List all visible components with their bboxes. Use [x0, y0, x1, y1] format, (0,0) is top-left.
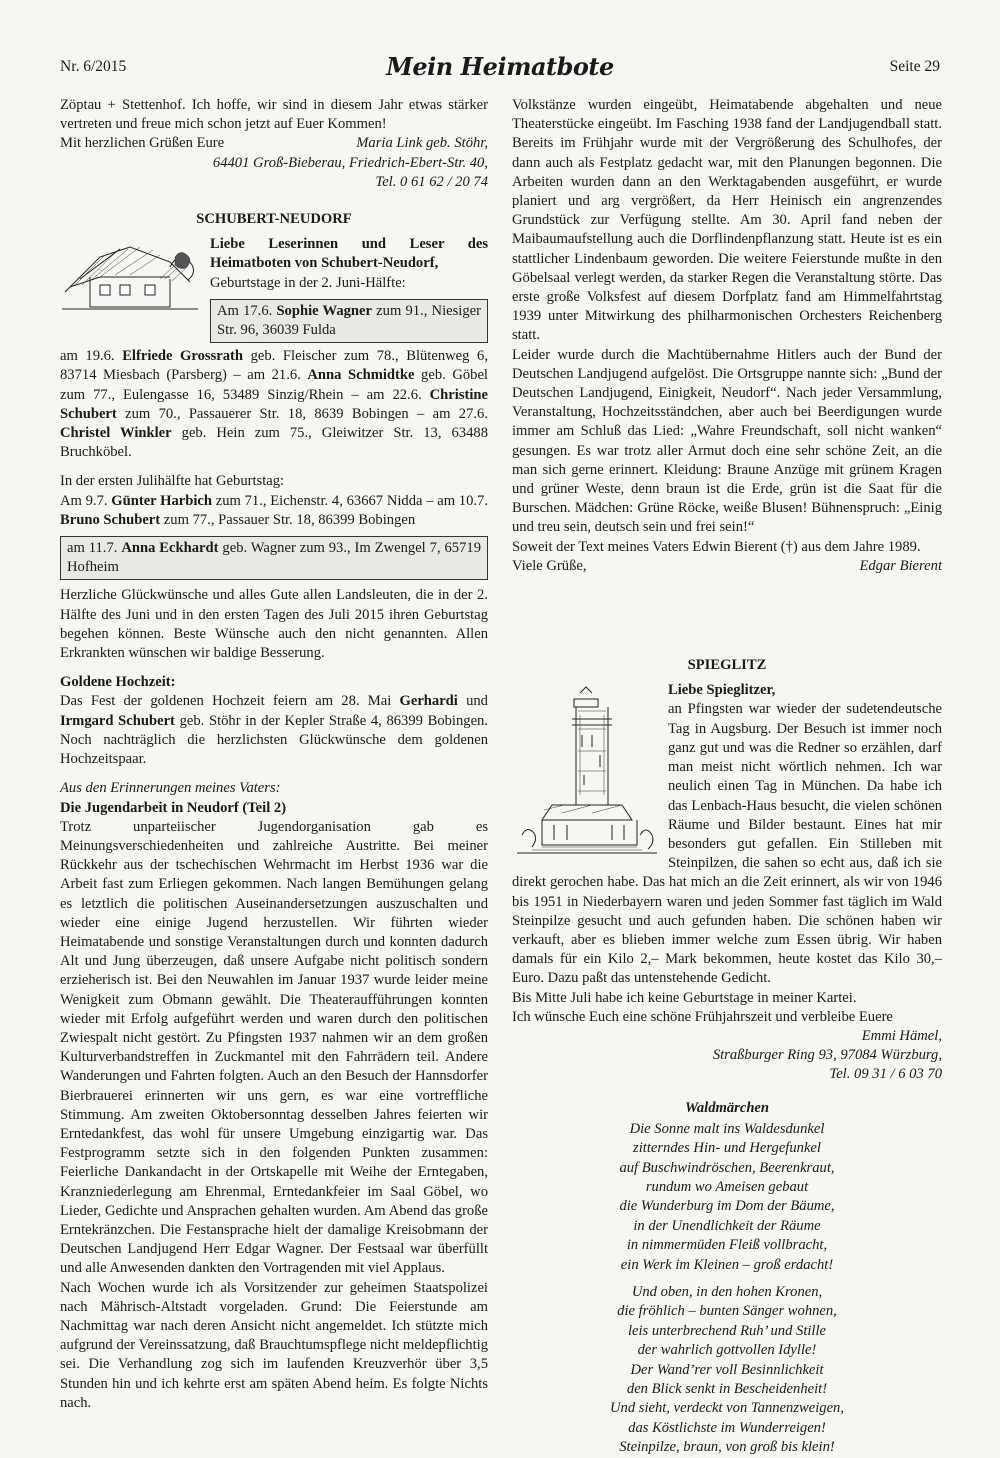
box1-date: Am 17.6.	[217, 302, 277, 319]
poem-line: leis unterbrechend Ruh’ und Stille	[627, 1322, 827, 1339]
poem-line: Und oben, in den hohen Kronen,	[631, 1284, 823, 1300]
signature-haemel-name: Emmi Hämel,	[861, 1027, 942, 1044]
person-name: Christine Schubert	[60, 386, 488, 422]
box2-date: am 11.7.	[67, 540, 122, 557]
signature-name: Edgar Bierent	[859, 557, 942, 574]
schubert-intro-block	[60, 235, 488, 343]
memoir-kicker: Aus den Erinnerungen meines Vaters:	[60, 780, 281, 797]
person-name: Bruno Schubert	[60, 511, 161, 528]
person-name: Günter Harbich	[111, 492, 213, 509]
schubert-subtitle: Geburtstage in der 2. Juni-Hälfte:	[210, 274, 406, 291]
memoir-continued-3: Soweit der Text meines Vaters Edwin Bierent (†) aus dem Jahre 1989.	[512, 538, 921, 555]
birthday-july-heading: In der ersten Julihälfte hat Geburtstag:	[60, 473, 285, 490]
poem-line: in nimmermüden Fleiß vollbracht,	[626, 1237, 828, 1254]
poem-line: die Wunderburg im Dom der Bäume,	[619, 1198, 835, 1215]
poem-line: Und sieht, verdeckt von Tannenzweigen,	[610, 1400, 844, 1417]
memoir-paragraph-1: Trotz unparteiischer Jugendorganisation gab es Meinungsverschiedenheiten und zahlreiche Austritte. Bei meiner Rückkehr aus der tschechischen Wehrmacht im Herbst 1936 war die Arbeit fast zum Erliegen gekommen. Nach langen Bemühungen gelang es letztlich die politischen Auseinandersetzungen auszuschalten und wieder eine einige Jugend herzustellen. Wir führten wieder Heimatabende und sonstige Veranstaltungen durch und konnten dadurch Alt und Jung überzeugen, daß unsere Aufgabe nicht politisch sondern erzieherisch ist. Bei den Neuwahlen im Januar 1937 wurde leider meine Wenigkeit zum Obmann gewählt. Die Theateraufführungen konnten wieder mit Erfolg aufgeführt werden und waren durch den politischen Zwiespalt nicht gestört. Zu Pfingsten 1937 nahmen wir an dem großen Kulturverbandstreffen in Zuckmantel mit den Fahrrädern teil. Andere Wanderungen und Fahrten folgten. Auch an den Besuch der Hannsdorfer Bierbrauerei erinnerten wir uns gern, es war eine vortreffliche Stimmung. Am zweiten Oktobersonntag desselben Jahres feierten wir Erntedankfest, das wohl für unsere Umgebung einzigartig war. Das Festprogramm setzte sich in den folgenden Punkten zusammen: Feierliche Dankandacht in der Ortskapelle mit Weihe der Erntegaben, Kranzniederlegung am Ehrenmal, Erntedankfeier im Saal Göbel, wo Lieder, Gedichte und Ansprachen gehalten wurden. Am Abend das große Erntekränzchen. Die Festansprache hielt der damalige Kreisobmann der Deutschen Landjugend Herr Edgar Wagner. Der Festsaal war überfüllt und alle Anwesenden dankten den Vortragenden mit viel Applaus.	[60, 818, 488, 1277]
poem-line: in der Unendlichkeit der Räume	[633, 1217, 821, 1234]
golden-wedding-title: Goldene Hochzeit:	[60, 674, 176, 691]
greeting-name: Maria Link geb. Stöhr,	[356, 135, 488, 152]
memoir-paragraph-2: Nach Wochen wurde ich als Vorsitzender zur geheimen Staatspolizei nach Mährisch-Altstadt vorgeladen. Grund: Die Feierstunde am Nachmittag war nach deren Ansicht nicht angemeldet. Ich stützte mich aufgrund der Vereinssatzung, daß Brauchtumspflege nicht meldepflichtig sei. Die Verhandlung zog sich im laufenden Kreuzverhör über 3,5 Stunden hin und ich kehrte erst am späten Abend heim. Es folgte Nichts nach.	[60, 1279, 488, 1411]
poem-title: Waldmärchen	[684, 1099, 770, 1116]
golden-wedding-text: Das Fest der goldenen Hochzeit feiern am 28. Mai Gerhardi und Irmgard Schubert geb. Stöhr in der Kepler Straße 4, 86399 Bobingen. Noch nachträglich die herzlichsten Glückwünsche dem goldenen Hochzeitspaar.	[60, 693, 488, 768]
wishes-paragraph: Herzliche Glückwünsche und alles Gute allen Landsleuten, die in der 2. Hälfte des Juni und in den ersten Tagen des Juli 2015 ihren Geburtstag begehen können. Beste Wünsche auch den nicht genannten. Allen Erkrankten wünschen wir baldige Besserung.	[60, 587, 488, 662]
poem-line: der wahrlich gottvollen Idylle!	[637, 1342, 817, 1359]
spieglitz-greeting: Liebe Spieglitzer,	[668, 682, 776, 699]
poem-line: den Blick senkt in Bescheidenheit!	[626, 1381, 828, 1398]
poem-line: Steinpilze, braun, von groß bis klein!	[619, 1439, 835, 1456]
house-illustration	[60, 237, 200, 317]
signature-greeting: Viele Grüße,	[512, 557, 587, 574]
spieglitz-block	[512, 681, 942, 988]
birthday-list-june: am 19.6. Elfriede Grossrath geb. Fleischer zum 78., Blütenweg 6, 83714 Miesbach (Parsberg) – am 21.6. Anna Schmidtke geb. Göbel zum 77., Eulengasse 16, 53489 Sinzig/Rhein – am 22.6. Christine Schubert zum 70., Passauerer Str. 18, 8639 Bobingen – am 27.6. Christel Winkler geb. Hein zum 75., Gleiwitzer Str. 13, 63488 Bruchköbel.	[60, 348, 488, 461]
greeting-line	[60, 134, 488, 153]
signature-haemel-address: Straßburger Ring 93, 97084 Würzburg,	[712, 1047, 942, 1064]
signature-haemel-tel: Tel. 09 31 / 6 03 70	[829, 1066, 942, 1083]
spieglitz-paragraph-2: Bis Mitte Juli habe ich keine Geburtstage in meiner Kartei.	[512, 989, 857, 1006]
person-name: Elfriede Grossrath	[122, 348, 244, 365]
box1-name: Sophie Wagner	[276, 302, 372, 319]
poem-line: Der Wand’rer voll Besinnlichkeit	[630, 1361, 824, 1378]
intro-paragraph: Zöptau + Stettenhof. Ich hoffe, wir sind in diesem Jahr etwas stärker vertreten und freue mich schon jetzt auf Euer Kommen!	[60, 97, 488, 133]
schubert-greeting: Liebe Leserinnen und Leser des Heimatboten von Schubert-Neudorf,	[210, 236, 488, 272]
person-name: Anna Schmidtke	[307, 367, 415, 384]
poem-line: zitterndes Hin- und Hergefunkel	[633, 1140, 821, 1157]
spieglitz-paragraph-1: an Pfingsten war wieder der sudetendeutsche Tag in Augsburg. Der Besuch ist immer noch ganz gut und was die Redner so erzählen, darf man meist nicht wörtlich nehmen. Ich war neulich einen Tag in München. Da habe ich das Lenbach-Haus besucht, die vielen schönen Räume und Bilder bestaunt. Eines hat mir besonders gut gefallen. Ein Stilleben mit Steinpilzen, die sahen so echt aus, daß ich sie direkt gerochen habe. Das hat mich an die Zeit erinnert, als wir von 1946 bis 1951 in Niederbayern waren und jeden Sommer fast täglich im Wald Steinpilze gesucht und auch gefunden haben. Die schönen haben wir verkauft, aber es blieben immer welche zum Essen übrig. Wir haben damals für ein Kilo 2,– Mark bekommen, heute kostet das Kilo 30,– Euro. Dazu paßt das untenstehende Gedicht.	[512, 701, 942, 987]
poem-body	[512, 1120, 942, 1458]
address-line-2: Tel. 0 61 62 / 20 74	[375, 173, 488, 190]
birthday-box-1	[210, 299, 488, 343]
poem-line: rundum wo Ameisen gebaut	[645, 1178, 809, 1195]
tower-illustration	[512, 685, 660, 861]
birthday-list-july: Am 9.7. Günter Harbich zum 71., Eichenstr. 4, 63667 Nidda – am 10.7. Bruno Schubert zum 77., Passauer Str. 18, 86399 Bobingen	[60, 492, 488, 528]
address-line-1: 64401 Groß-Bieberau, Friedrich-Ebert-Str. 40,	[212, 154, 488, 171]
stanza-gap	[512, 1275, 942, 1283]
person-name: Gerhardi	[399, 693, 458, 710]
poem-line: die fröhlich – bunten Sänger wohnen,	[617, 1303, 837, 1320]
birthday-box-2	[60, 536, 488, 580]
memoir-continued-2: Leider wurde durch die Machtübernahme Hitlers auch der Bund der Deutschen Landjugend aufgelöst. Die Ortsgruppe nannte sich: „Bund der Deutschen Landjugend, Einigkeit, Neudorf“. Nach jeder Versammlung, Veranstaltung, Hochzeitsständchen, aber auch bei Beerdigungen wurde immer am Schluß das Lied: „Wahre Freundschaft, soll nicht wanken“ gesungen. Es war trotz aller Armut doch eine sehr schöne Zeit, an die man sich gerne erinnert. Kleidung: Braune Anzüge mit grünem Kragen und grüner Weste, denn braun ist die Erde, grün ist die Saat für die Burschen. Mädchen: Grüne Röcke, weiße Blusen! Bühnenspruch: „Einig und treu sein, deutsch sein und frei sein!“	[512, 346, 942, 536]
box2-details: geb. Wagner zum 93., Im Zwengel 7, 65719 Hofheim	[67, 540, 481, 576]
signature-bierent	[512, 557, 942, 576]
greeting-text: Mit herzlichen Grüßen Eure	[60, 135, 225, 152]
right-column	[512, 96, 942, 1458]
page-number: Seite 29	[889, 58, 940, 75]
masthead: Mein Heimatbote	[386, 52, 614, 81]
poem-line: das Köstlichste im Wunderreigen!	[628, 1419, 826, 1436]
poem-line: auf Buschwindröschen, Beerenkraut,	[619, 1159, 835, 1176]
box1-details: zum 91., Niesiger Str. 96, 36039 Fulda	[217, 302, 481, 339]
poem-line: Die Sonne malt ins Waldesdunkel	[629, 1120, 825, 1137]
page-header	[60, 52, 940, 84]
section-title-schubert-neudorf: SCHUBERT-NEUDORF	[196, 211, 352, 228]
spieglitz-paragraph-3: Ich wünsche Euch eine schöne Frühjahrszeit und verbleibe Euere	[512, 1008, 893, 1025]
box2-name: Anna Eckhardt	[121, 540, 219, 557]
memoir-continued-1: Volkstänze wurden eingeübt, Heimatabende abgehalten und neue Theaterstücke eingeübt. Im Fasching 1938 fand der Landjugendball statt. Bereits im Frühjahr wurde mit der Vergrößerung des Schulhofes, der dann auch als Festplatz gedacht war, mit den Planungen begonnen. Die Arbeiten wurden dann an den Werktagabenden ausgeführt, er wurde planiert und arg vergrößert, da Herr Heinisch ein angrenzendes Grundstück zur Verfügung stellte. Am 30. April fand neben der Maibaumaufstellung auch die Dorflindenpflanzung statt. Heute ist es ein stattlicher Lindenbaum geworden. Die weitere Feierstunde mußte in den Göbelsaal verlegt werden, da starker Regen die Veranstaltung störte. Das erste große Volksfest auf diesem Dorfplatz fand am Himmelfahrtstag 1939 unter Mitwirkung des philharmonischen Orchesters Reichenberg statt.	[512, 97, 942, 344]
section-title-spieglitz: SPIEGLITZ	[687, 657, 767, 674]
poem-line: ein Werk im Kleinen – groß erdacht!	[620, 1256, 834, 1273]
person-name: Irmgard Schubert	[60, 712, 175, 729]
issue-number: Nr. 6/2015	[60, 58, 127, 75]
memoir-title: Die Jugendarbeit in Neudorf (Teil 2)	[60, 799, 287, 816]
left-column	[60, 96, 488, 1413]
person-name: Christel Winkler	[60, 425, 172, 442]
